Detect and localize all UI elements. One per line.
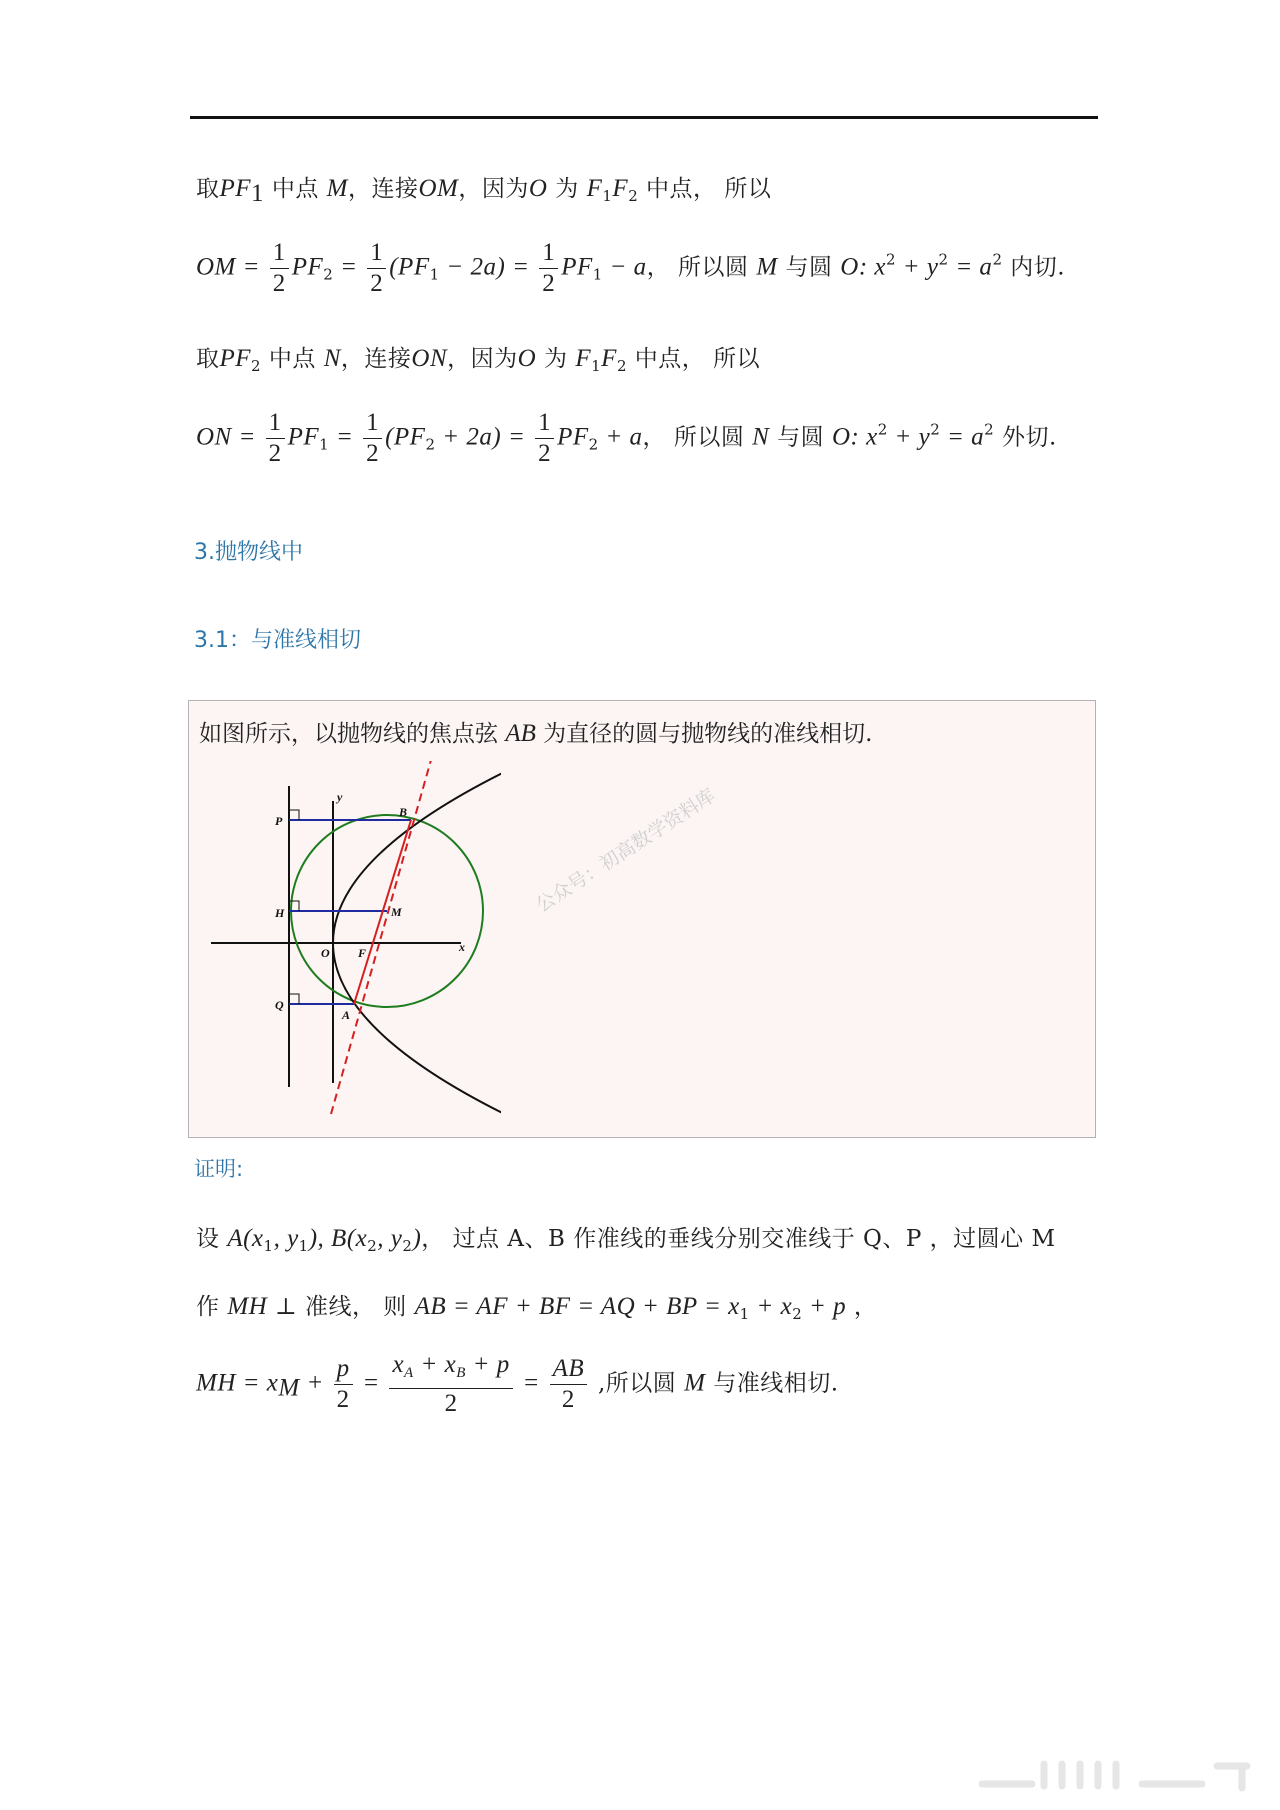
label-a: A: [342, 1008, 351, 1022]
label-q: Q: [275, 998, 284, 1012]
formula-om: OM = $\frac{1}{2}$ $PF_2$ = $\frac{1}{2}$ $(PF_1 - 2a)$ = $\frac{1}{2}$ $PF_1 - a$， 所以圆 M 与圆 O: $x^2 + y^2 = a^2$ 内切.: [196, 239, 1066, 297]
formula-on: ON = $\frac{1}{2}$ $PF_1$ = $\frac{1}{2}$ $(PF_2 + 2a)$ = $\frac{1}{2}$ $PF_2 + a$， 所以圆 N 与圆 O: $x^2 + y^2 = a^2$ 外切.: [196, 409, 1057, 467]
section-heading: 3.抛物线中: [194, 540, 303, 565]
proof-line-2: 作 MH ⊥ 准线， 则 AB = AF + BF = AQ + BP = $x_1 + x_2 + p$ ，: [196, 1293, 878, 1323]
label-h: H: [275, 906, 285, 920]
text-line-1: 取$PF_1$ 中点 M，连接OM，因为O 为 $F_1F_2$ 中点， 所以: [196, 175, 772, 207]
theorem-text: 如图所示，以抛物线的焦点弦 AB 为直径的圆与抛物线的准线相切.: [199, 720, 873, 747]
proof-label: 证明:: [194, 1157, 244, 1181]
watermark: 公众号：初高数学资料库: [532, 784, 720, 917]
text-line-3: 取$PF_2$ 中点 N，连接ON，因为O 为 $F_1F_2$ 中点， 所以: [196, 345, 761, 375]
label-f: F: [358, 946, 367, 960]
theorem-box: [188, 700, 1096, 1138]
label-p: P: [275, 814, 283, 828]
label-x: x: [459, 940, 465, 954]
parabola-figure: [211, 761, 501, 1131]
right-angle-q: [289, 994, 299, 1004]
label-y: y: [337, 790, 343, 804]
focal-chord-dashed: [331, 761, 442, 1114]
proof-line-1: 设 $A(x_1$, $y_1$), $B(x_2$, $y_2$)， 过点 A、B 作准线的垂线分别交准线于 Q、P ，过圆心 M: [196, 1225, 1056, 1255]
label-m: M: [391, 905, 402, 919]
label-o: O: [321, 946, 330, 960]
label-b: B: [399, 805, 408, 819]
proof-line-3: MH = $x_M$ + $\frac{p}{2}$ = $\frac{x_A + x_B + p}{2}$ = $\frac{AB}{2}$ ,所以圆 M 与准线相切.: [196, 1351, 839, 1417]
top-rule: [190, 116, 1098, 119]
subsection-heading: 3.1：与准线相切: [194, 628, 361, 653]
right-angle-p: [289, 810, 299, 820]
corner-logo-icon: [972, 1756, 1262, 1796]
